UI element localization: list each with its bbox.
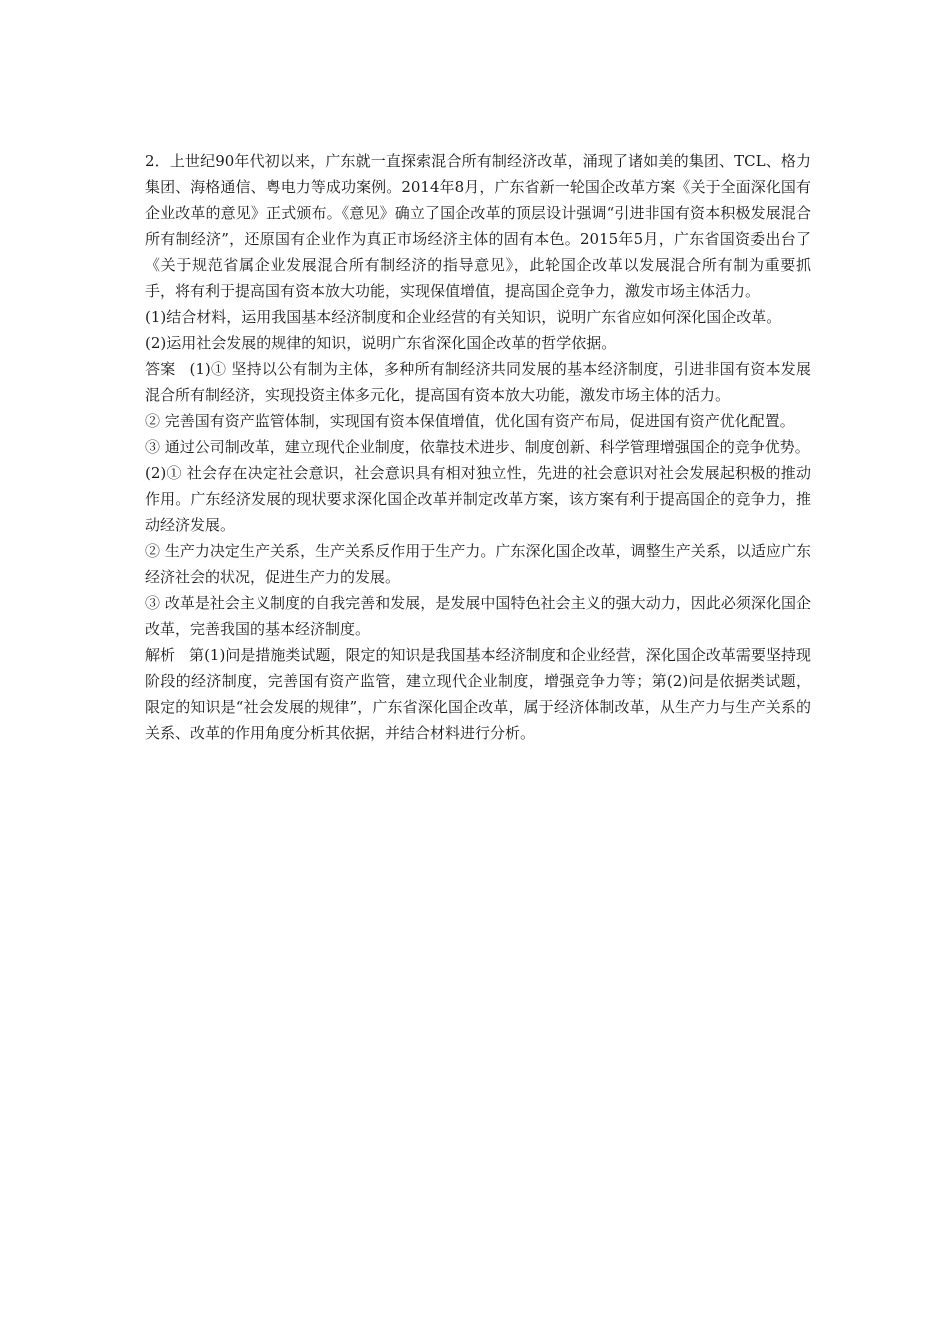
analysis-paragraph	[145, 642, 811, 746]
answer-part2-item2: ② 生产力决定生产关系，生产关系反作用于生产力。广东深化国企改革，调整生产关系，以适应广东经济社会的状况，促进生产力的发展。	[145, 542, 811, 586]
question-stem: 2．上世纪90年代初以来，广东就一直探索混合所有制经济改革，涌现了诸如美的集团、TCL、格力集团、海格通信、粤电力等成功案例。2014年8月，广东省新一轮国企改革方案《关于全面深化国有企业改革的意见》正式颁布。《意见》确立了国企改革的顶层设计强调“引进非国有资本积极发展混合所有制经济”，还原国有企业作为真正市场经济主体的固有本色。2015年5月，广东省国资委出台了《关于规范省属企业发展混合所有制经济的指导意见》，此轮国企改革以发展混合所有制为重要抓手，将有利于提高国有资本放大功能，实现保值增值，提高国企竞争力，激发市场主体活力。	[145, 152, 811, 300]
analysis-text: 第(1)问是措施类试题，限定的知识是我国基本经济制度和企业经营，深化国企改革需要坚持现阶段的经济制度，完善国有资产监管，建立现代企业制度，增强竞争力等；第(2)问是依据类试题，限定的知识是“社会发展的规律”，广东省深化国企改革，属于经济体制改革，从生产力与生产关系的关系、改革的作用角度分析其依据，并结合材料进行分析。	[145, 646, 811, 742]
answer-part2-item1: (2)① 社会存在决定社会意识，社会意识具有相对独立性，先进的社会意识对社会发展起积极的推动作用。广东经济发展的现状要求深化国企改革并制定改革方案，该方案有利于提高国企的竞争力，推动经济发展。	[145, 464, 811, 534]
question-content	[145, 148, 811, 746]
answer-part1-item3: ③ 通过公司制改革，建立现代企业制度，依靠技术进步、制度创新、科学管理增强国企的竞争优势。	[145, 438, 810, 456]
analysis-label: 解析	[145, 646, 176, 664]
sub-question-1: (1)结合材料，运用我国基本经济制度和企业经营的有关知识，说明广东省应如何深化国企改革。	[145, 308, 782, 326]
answer-part1-item2: ② 完善国有资产监管体制，实现国有资本保值增值，优化国有资产布局，促进国有资产优化配置。	[145, 412, 795, 430]
answer-part1-item1-text: (1)① 坚持以公有制为主体，多种所有制经济共同发展的基本经济制度，引进非国有资本发展混合所有制经济，实现投资主体多元化，提高国有资本放大功能，激发市场主体的活力。	[145, 360, 811, 404]
answer-part2-item3: ③ 改革是社会主义制度的自我完善和发展，是发展中国特色社会主义的强大动力，因此必须深化国企改革，完善我国的基本经济制度。	[145, 594, 811, 638]
sub-question-2: (2)运用社会发展的规律的知识，说明广东省深化国企改革的哲学依据。	[145, 334, 617, 352]
answer-label: 答案	[145, 360, 176, 378]
answer-part1-item1	[145, 356, 811, 408]
